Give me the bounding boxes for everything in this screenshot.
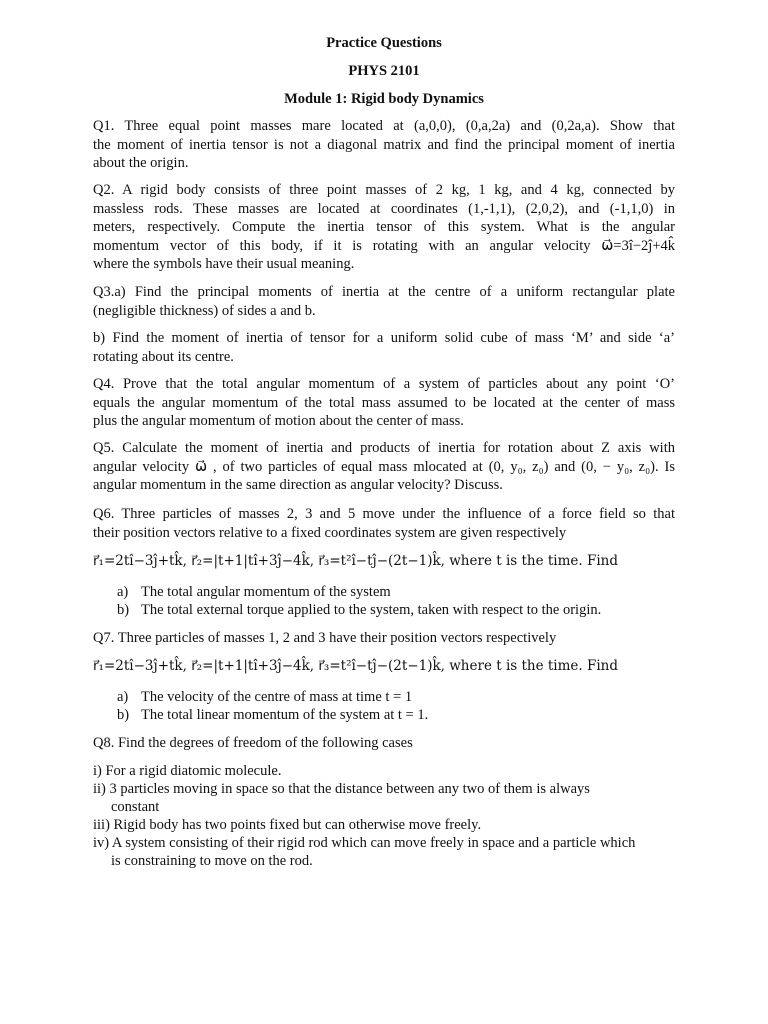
q6-item-b-text: The total external torque applied to the system, taken with respect to the origin. [141, 602, 602, 618]
question-3a [93, 283, 675, 320]
question-1 [93, 117, 675, 173]
q7-line-1: Q7. Three particles of masses 1, 2 and 3 have their position vectors respectively [93, 630, 557, 646]
q6-line-2: their position vectors relative to a fixed coordinates system are given respectively [93, 524, 567, 541]
question-5 [93, 439, 675, 495]
q3b-line-1: b) Find the moment of inertia of tensor for a uniform solid cube of mass ‘M’ and side ‘a’ [93, 330, 675, 346]
q6-equation: r⃗₁=2tî−3ĵ+tk̂, r⃗₂=|t+1|tî+3ĵ−4k̂, r⃗₃=t²î−tĵ−(2t−1)k̂, where t is the time. Find [93, 553, 619, 569]
q6-item-a-label: a) [117, 584, 129, 600]
q8-item-ii-cont: constant [111, 799, 160, 815]
q4-line-1: Q4. Prove that the total angular momentum of a system of particles about any point ‘O’ [93, 376, 675, 392]
q3b-line-2: rotating about its centre. [93, 348, 234, 365]
question-4 [93, 375, 675, 431]
q6-item-b-label: b) [117, 602, 130, 618]
q5-line-1: Q5. Calculate the moment of inertia and products of inertia for rotation about Z axis with [93, 440, 675, 456]
q5-line-3: angular momentum in the same direction as angular velocity? Discuss. [93, 477, 503, 493]
q8-item-iv-cont: is constraining to move on the rod. [111, 853, 313, 869]
q8-item-ii: ii) 3 particles moving in space so that the distance between any two of them is always [93, 781, 590, 797]
q1-line-2: the moment of inertia tensor is not a diagonal matrix and find the principal moment of inertia [93, 136, 675, 153]
q2-line-4: momentum vector of this body, if it is rotating with an angular velocity ω⃗=3î−2ĵ+4k̂ [93, 237, 675, 254]
module-title: Module 1: Rigid body Dynamics [284, 91, 484, 107]
q7-item-a-text: The velocity of the centre of mass at time t = 1 [141, 689, 413, 705]
document-title: Practice Questions [326, 35, 442, 51]
q3a-line-2: (negligible thickness) of sides a and b. [93, 302, 316, 319]
q6-item-a-text: The total angular momentum of the system [141, 584, 391, 600]
question-2 [93, 181, 675, 274]
q1-line-1: Q1. Three equal point masses mare located at (a,0,0), (0,a,2a) and (0,2a,a). Show that [93, 118, 675, 134]
q5-line-2: angular velocity ω⃗ , of two particles of equal mass mlocated at (0, y₀, z₀) and (0, − y₀, z₀). Is [93, 458, 675, 475]
q8-item-i: i) For a rigid diatomic molecule. [93, 763, 282, 779]
q3a-line-1: Q3.a) Find the principal moments of inertia at the centre of a uniform rectangular plate [93, 284, 675, 300]
q2-line-3: meters, respectively. Compute the inertia tensor of this system. What is the angular [93, 219, 675, 235]
q6-item-a [117, 583, 391, 602]
q6-line-1: Q6. Three particles of masses 2, 3 and 5 move under the influence of a force field so that [93, 506, 675, 522]
q7-item-a-label: a) [117, 689, 129, 705]
q2-line-2: massless rods. These masses are located at coordinates (1,-1,1), (2,0,2), and (-1,1,0) in [93, 200, 675, 217]
question-3b [93, 329, 675, 366]
q8-line-1: Q8. Find the degrees of freedom of the following cases [93, 735, 413, 751]
q8-item-iv: iv) A system consisting of their rigid rod which can move freely in space and a particle which [93, 835, 636, 851]
q7-item-b-label: b) [117, 707, 130, 723]
q4-line-2: equals the angular momentum of the total mass assumed to be located at the center of mass [93, 394, 675, 411]
q6-item-b [117, 601, 601, 620]
course-code: PHYS 2101 [348, 63, 420, 79]
q1-line-3: about the origin. [93, 155, 189, 171]
q7-equation: r⃗₁=2tî−3ĵ+tk̂, r⃗₂=|t+1|tî+3ĵ−4k̂, r⃗₃=t²î−tĵ−(2t−1)k̂, where t is the time. Find [93, 658, 619, 674]
q4-line-3: plus the angular momentum of motion about the center of mass. [93, 413, 464, 429]
q7-item-a [117, 688, 412, 707]
q8-item-iii: iii) Rigid body has two points fixed but can otherwise move freely. [93, 817, 482, 833]
q7-item-b [117, 706, 428, 725]
q2-line-1: Q2. A rigid body consists of three point masses of 2 kg, 1 kg, and 4 kg, connected by [93, 182, 675, 198]
q7-item-b-text: The total linear momentum of the system at t = 1. [141, 707, 429, 723]
q2-line-5: where the symbols have their usual meaning. [93, 256, 355, 272]
question-6 [93, 505, 675, 542]
